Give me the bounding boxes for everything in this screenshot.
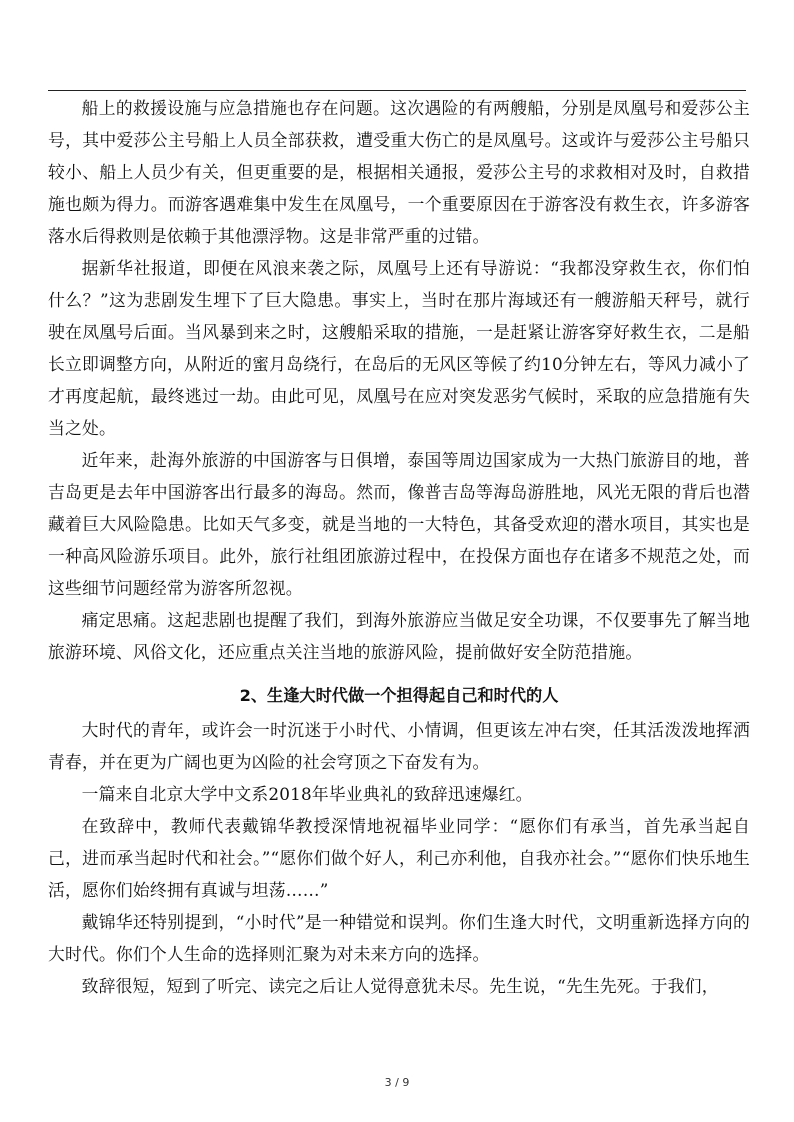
paragraph-blessing-quotes: 在致辞中，教师代表戴锦华教授深情地祝福毕业同学：“愿你们有承当，首先承当起自己，进而承当起时代和社会。”“愿你们做个好人，利己亦利他，自我亦社会。”“愿你们快乐地生活，愿你们始终拥有真诚与坦荡……” bbox=[48, 816, 750, 900]
header-rule bbox=[48, 90, 746, 91]
paragraph-youth-era: 大时代的青年，或许会一时沉迷于小时代、小情调，但更该左冲右突，任其活泼泼地挥洒青春，并在更为广阔也更为凶险的社会穹顶之下奋发有为。 bbox=[48, 720, 750, 772]
document-body bbox=[48, 92, 750, 1002]
paragraph-overseas-travel: 近年来，赴海外旅游的中国游客与日俱增，泰国等周边国家成为一大热门旅游目的地，普吉岛更是去年中国游客出行最多的海岛。然而，像普吉岛等海岛游胜地，风光无限的背后也潜藏着巨大风险隐患。比如天气多变，就是当地的一大特色，其备受欢迎的潜水项目，其实也是一种高风险游乐项目。此外，旅行社组团旅游过程中，在投保方面也存在诸多不规范之处，而这些细节问题经常为游客所忽视。 bbox=[48, 450, 750, 598]
paragraph-rescue-facilities: 船上的救援设施与应急措施也存在问题。这次遇险的有两艘船，分别是凤凰号和爱莎公主号，其中爱莎公主号船上人员全部获救，遭受重大伤亡的是凤凰号。这或许与爱莎公主号船只较小、船上人员少有关，但更重要的是，根据相关通报，爱莎公主号的求救相对及时，自救措施也颇为得力。而游客遇难集中发生在凤凰号，一个重要原因在于游客没有救生衣，许多游客落水后得救则是依赖于其他漂浮物。这是非常严重的过错。 bbox=[48, 98, 750, 246]
section-heading: 2、生逢大时代做一个担得起自己和时代的人 bbox=[239, 686, 559, 705]
paragraph-peking-speech: 一篇来自北京大学中文系2018年毕业典礼的致辞迅速爆红。 bbox=[81, 784, 533, 804]
paragraph-small-era: 戴锦华还特别提到，“小时代”是一种错觉和误判。你们生逢大时代，文明重新选择方向的大时代。你们个人生命的选择则汇聚为对未来方向的选择。 bbox=[48, 912, 750, 964]
paragraph-short-speech: 致辞很短，短到了听完、读完之后让人觉得意犹未尽。先生说，“先生先死。于我们， bbox=[81, 976, 719, 996]
paragraph-lessons: 痛定思痛。这起悲剧也提醒了我们，到海外旅游应当做足安全功课，不仅要事先了解当地旅游环境、风俗文化，还应重点关注当地的旅游风险，提前做好安全防范措施。 bbox=[48, 610, 750, 662]
paragraph-xinhua-report: 据新华社报道，即便在风浪来袭之际，凤凰号上还有导游说：“我都没穿救生衣，你们怕什么？”这为悲剧发生埋下了巨大隐患。事实上，当时在那片海域还有一艘游船天秤号，就行驶在凤凰号后面。当风暴到来之时，这艘船采取的措施，一是赶紧让游客穿好救生衣，二是船长立即调整方向，从附近的蜜月岛绕行，在岛后的无风区等候了约10分钟左右，等风力减小了才再度起航，最终逃过一劫。由此可见，凤凰号在应对突发恶劣气候时，采取的应急措施有失当之处。 bbox=[48, 258, 750, 438]
page-number: 3 / 9 bbox=[384, 1076, 410, 1089]
